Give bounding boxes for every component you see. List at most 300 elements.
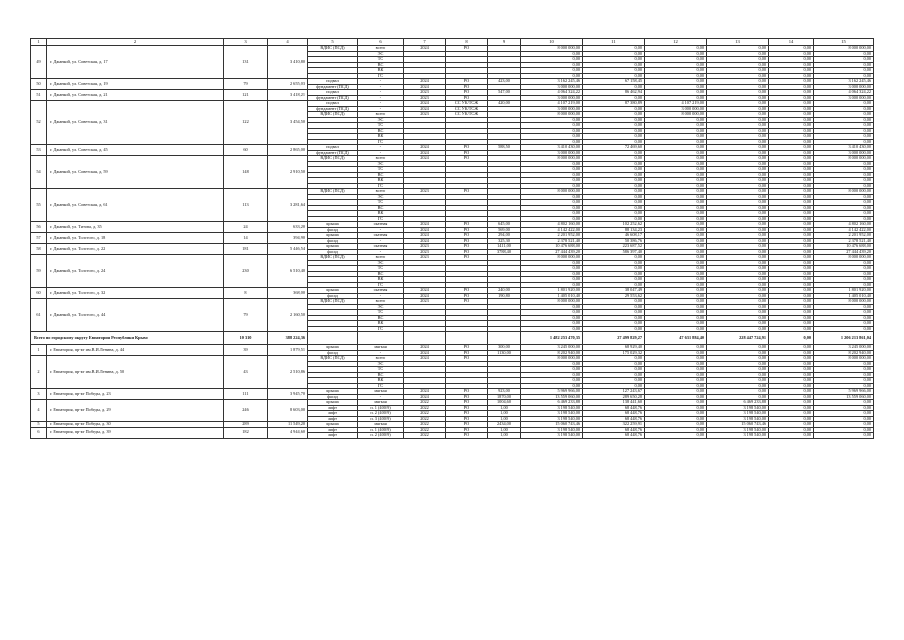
- residents-count: 230: [224, 255, 268, 288]
- table-cell: 8 000 000,00: [521, 156, 583, 162]
- capital-repair-table: [30, 38, 874, 439]
- table-cell: 0,00: [814, 422, 874, 428]
- column-number-header: 11: [583, 39, 645, 46]
- house-area: 3 418,21: [268, 90, 308, 101]
- table-cell: -: [358, 150, 404, 156]
- table-cell: 1411,00: [488, 244, 521, 250]
- table-cell: 588,50: [488, 145, 521, 151]
- table-cell: 0,00: [814, 310, 874, 316]
- table-cell: 8 000 000,00: [521, 112, 583, 118]
- table-cell: мягкая: [358, 422, 404, 428]
- table-cell: 68 929,40: [583, 345, 645, 351]
- row-number: 5: [31, 422, 47, 428]
- table-cell: 0,00: [583, 378, 645, 384]
- table-cell: 0,00: [769, 378, 814, 384]
- table-cell: 0,00: [769, 123, 814, 129]
- table-cell: 0,00: [707, 238, 769, 244]
- table-cell: -: [358, 90, 404, 96]
- table-cell: 0,00: [521, 304, 583, 310]
- table-cell: 2023: [404, 189, 446, 195]
- table-cell: 0,00: [769, 106, 814, 112]
- row-number: 50: [31, 79, 47, 90]
- table-cell: 0,00: [645, 282, 707, 288]
- table-cell: 0,00: [769, 238, 814, 244]
- table-cell: 2023: [404, 112, 446, 118]
- table-cell: 0,00: [707, 106, 769, 112]
- house-address: г. Джанкой, ул. Советская, д. 45: [47, 145, 224, 156]
- table-cell: 0,00: [814, 123, 874, 129]
- table-cell: 0,00: [769, 345, 814, 351]
- column-number-header: 6: [358, 39, 404, 46]
- table-cell: крыша: [308, 233, 358, 239]
- table-cell: 0,00: [645, 310, 707, 316]
- table-cell: ТС: [358, 367, 404, 373]
- row-number: 51: [31, 90, 47, 101]
- total-fund-other: 0,00: [769, 332, 814, 345]
- table-cell: РО: [446, 389, 488, 395]
- table-cell: 0,00: [707, 145, 769, 151]
- table-cell: 0,00: [769, 189, 814, 195]
- table-cell: 0,00: [645, 411, 707, 417]
- table-cell: 0,00: [814, 106, 874, 112]
- table-cell: 0,00: [707, 216, 769, 222]
- table-cell: 0,00: [707, 117, 769, 123]
- table-cell: 0,00: [769, 427, 814, 433]
- table-cell: 0,00: [814, 134, 874, 140]
- table-cell: 0,00: [645, 68, 707, 74]
- table-cell: 0,00: [769, 405, 814, 411]
- table-cell: 0,00: [645, 57, 707, 63]
- table-cell: 0,00: [769, 145, 814, 151]
- table-cell: крыша: [308, 288, 358, 294]
- table-cell: 0,00: [707, 345, 769, 351]
- table-cell: 2024: [404, 106, 446, 112]
- table-cell: 0,00: [769, 57, 814, 63]
- table-cell: 0,00: [645, 238, 707, 244]
- table-cell: 0,00: [769, 394, 814, 400]
- table-cell: 3 198 540,00: [521, 433, 583, 439]
- table-cell: 6 469 233,88: [707, 400, 769, 406]
- table-cell: 0,00: [645, 304, 707, 310]
- table-cell: 8 000 000,00: [814, 156, 874, 162]
- house-address: г. Евпатория, пр-кт Победы, д. 39: [47, 427, 224, 438]
- row-number: 2: [31, 356, 47, 389]
- table-cell: 0,00: [707, 271, 769, 277]
- table-cell: 0,00: [521, 361, 583, 367]
- table-cell: 3 198 540,00: [521, 405, 583, 411]
- table-cell: 46 608,17: [583, 233, 645, 239]
- table-cell: 2024: [404, 84, 446, 90]
- table-cell: 1 405 010,40: [814, 293, 874, 299]
- table-cell: всего: [358, 46, 404, 52]
- table-cell: 8 000 000,00: [814, 356, 874, 362]
- table-cell: 0,00: [583, 200, 645, 206]
- table-cell: ВК: [358, 321, 404, 327]
- table-cell: 0,00: [769, 117, 814, 123]
- table-cell: 0,00: [769, 161, 814, 167]
- table-cell: 5 969 966,00: [521, 389, 583, 395]
- table-cell: 0,00: [814, 128, 874, 134]
- table-cell: 3 198 540,00: [707, 411, 769, 417]
- table-cell: 2024: [404, 46, 446, 52]
- table-cell: 0,00: [583, 57, 645, 63]
- table-cell: 3 198 540,00: [707, 405, 769, 411]
- table-cell: 0,00: [769, 293, 814, 299]
- table-cell: 0,00: [583, 266, 645, 272]
- table-cell: 0,00: [645, 416, 707, 422]
- table-cell: 0,00: [707, 161, 769, 167]
- residents-count: 39: [224, 345, 268, 356]
- residents-count: 131: [224, 46, 268, 79]
- house-address: г. Евпатория, пр-кт Победы, д. 29: [47, 400, 224, 422]
- table-cell: 0,00: [583, 106, 645, 112]
- table-cell: фасад: [308, 394, 358, 400]
- table-cell: 3 410 430,00: [521, 145, 583, 151]
- table-cell: ВС: [358, 315, 404, 321]
- table-cell: 0,00: [769, 400, 814, 406]
- table-cell: 0,00: [769, 194, 814, 200]
- table-cell: 0,00: [645, 255, 707, 261]
- table-cell: 0,00: [521, 266, 583, 272]
- table-body: [31, 39, 874, 439]
- table-cell: 0,00: [521, 117, 583, 123]
- table-cell: -: [358, 145, 404, 151]
- table-cell: 3 198 540,00: [521, 411, 583, 417]
- table-cell: 0,00: [583, 211, 645, 217]
- table-cell: 0,00: [814, 321, 874, 327]
- house-area: 394,90: [268, 233, 308, 244]
- table-cell: 8 000 000,00: [521, 299, 583, 305]
- table-cell: -: [358, 227, 404, 233]
- empty-cell: [358, 332, 404, 345]
- house-area: 3 945,70: [268, 389, 308, 400]
- table-cell: РО: [446, 350, 488, 356]
- residents-count: 121: [224, 90, 268, 101]
- table-cell: 0,00: [707, 123, 769, 129]
- table-cell: 0,00: [769, 321, 814, 327]
- table-cell: 2024: [404, 79, 446, 85]
- table-cell: 0,00: [583, 156, 645, 162]
- table-cell: 68 448,76: [583, 427, 645, 433]
- table-cell: крыша: [308, 345, 358, 351]
- table-cell: 8 000 000,00: [645, 112, 707, 118]
- table-cell: 68 448,76: [583, 416, 645, 422]
- table-cell: РО: [446, 145, 488, 151]
- table-cell: 0,00: [769, 79, 814, 85]
- table-cell: подвал: [308, 79, 358, 85]
- table-cell: 0,00: [645, 288, 707, 294]
- table-cell: 2024: [404, 145, 446, 151]
- house-area: 1 879,51: [268, 345, 308, 356]
- table-cell: 0,00: [769, 183, 814, 189]
- row-number: 54: [31, 156, 47, 189]
- table-cell: 0,00: [707, 304, 769, 310]
- table-cell: 1 801 920,00: [521, 288, 583, 294]
- table-cell: 0,00: [707, 101, 769, 107]
- table-cell: 50 386,76: [583, 238, 645, 244]
- table-cell: ТС: [358, 200, 404, 206]
- table-cell: 2022: [404, 416, 446, 422]
- table-cell: 2024: [404, 394, 446, 400]
- table-cell: 68 448,76: [583, 405, 645, 411]
- table-cell: фундамент (ПСД): [308, 95, 358, 101]
- table-cell: 0,00: [645, 84, 707, 90]
- table-cell: 0,00: [707, 150, 769, 156]
- table-cell: 0,00: [645, 321, 707, 327]
- table-cell: 8 000 000,00: [814, 46, 874, 52]
- column-number-header: 1: [31, 39, 47, 46]
- table-cell: 0,00: [645, 189, 707, 195]
- table-cell: ВС: [358, 172, 404, 178]
- table-cell: 0,00: [645, 134, 707, 140]
- table-cell: 88 134,23: [583, 227, 645, 233]
- table-cell: 175 029,32: [583, 350, 645, 356]
- table-cell: 0,00: [583, 172, 645, 178]
- table-cell: СС УК/ТСЖ: [446, 112, 488, 118]
- table-cell: 0,00: [814, 167, 874, 173]
- table-cell: 0,00: [769, 389, 814, 395]
- table-cell: 1,00: [488, 427, 521, 433]
- table-cell: 0,00: [814, 405, 874, 411]
- table-cell: 0,00: [814, 416, 874, 422]
- table-cell: 0,00: [521, 211, 583, 217]
- table-cell: 0,00: [645, 266, 707, 272]
- residents-count: 8: [224, 288, 268, 299]
- residents-count: 148: [224, 156, 268, 189]
- total-residents: 10 310: [224, 332, 268, 345]
- table-cell: 15 060 743,46: [521, 422, 583, 428]
- table-cell: 420,00: [488, 101, 521, 107]
- table-cell: 27 444 439,20: [814, 249, 874, 255]
- table-cell: 0,00: [707, 233, 769, 239]
- table-cell: 0,00: [707, 51, 769, 57]
- table-cell: 4 802 160,00: [814, 222, 874, 228]
- table-cell: ТС: [358, 167, 404, 173]
- table-cell: 0,00: [645, 62, 707, 68]
- table-cell: 190,80: [488, 293, 521, 299]
- house-address: г. Джанкой, ул. Советская, д. 59: [47, 156, 224, 189]
- table-cell: 0,00: [645, 216, 707, 222]
- table-cell: 289 650,28: [583, 394, 645, 400]
- table-cell: 0,00: [707, 249, 769, 255]
- table-cell: ВС: [358, 62, 404, 68]
- table-cell: ВК: [358, 211, 404, 217]
- table-cell: 0,00: [645, 123, 707, 129]
- table-cell: 0,00: [769, 367, 814, 373]
- table-cell: крыша: [308, 222, 358, 228]
- table-cell: 0,00: [645, 389, 707, 395]
- table-cell: фасад: [308, 350, 358, 356]
- table-cell: 0,00: [521, 183, 583, 189]
- row-number: 52: [31, 101, 47, 145]
- table-cell: 645,00: [488, 222, 521, 228]
- table-cell: 0,00: [521, 315, 583, 321]
- table-cell: 2 201 952,00: [814, 233, 874, 239]
- table-cell: 0,00: [645, 422, 707, 428]
- table-cell: 0,00: [769, 139, 814, 145]
- table-cell: всего: [358, 189, 404, 195]
- table-cell: 2024: [404, 101, 446, 107]
- table-cell: 0,00: [769, 172, 814, 178]
- table-cell: 0,00: [707, 178, 769, 184]
- table-cell: РО: [446, 394, 488, 400]
- house-area: 8 603,00: [268, 400, 308, 422]
- table-cell: РО: [446, 400, 488, 406]
- table-cell: 223 687,52: [583, 244, 645, 250]
- table-cell: ВК: [358, 378, 404, 384]
- table-cell: 0,00: [707, 372, 769, 378]
- table-cell: 10 476 688,00: [814, 244, 874, 250]
- table-cell: 0,00: [645, 350, 707, 356]
- table-cell: лифт: [308, 405, 358, 411]
- table-cell: 0,00: [707, 299, 769, 305]
- table-cell: 0,00: [583, 161, 645, 167]
- total-row: [31, 332, 874, 345]
- house-address: г. Джанкой, ул. Титова, д. 35: [47, 222, 224, 233]
- empty-cell: [446, 332, 488, 345]
- table-cell: 0,00: [583, 321, 645, 327]
- table-cell: 0,00: [769, 227, 814, 233]
- table-cell: 0,00: [814, 205, 874, 211]
- column-number-header: 4: [268, 39, 308, 46]
- table-cell: 0,00: [769, 271, 814, 277]
- table-cell: 0,00: [583, 189, 645, 195]
- table-cell: 0,00: [583, 282, 645, 288]
- house-address: г. Джанкой, ул. Толстого, д. 22: [47, 244, 224, 255]
- table-cell: 0,00: [707, 139, 769, 145]
- table-cell: 0,00: [645, 211, 707, 217]
- residents-count: 79: [224, 299, 268, 332]
- house-address: г. Джанкой, ул. Толстого, д. 32: [47, 288, 224, 299]
- table-cell: 0,00: [707, 277, 769, 283]
- table-cell: 0,00: [707, 383, 769, 389]
- table-cell: ТС: [358, 266, 404, 272]
- table-cell: ВДИС (ПСД): [308, 112, 358, 118]
- table-cell: 0,00: [645, 51, 707, 57]
- table-cell: ГС: [358, 282, 404, 288]
- table-cell: 0,00: [814, 361, 874, 367]
- table-cell: 0,00: [583, 194, 645, 200]
- table-cell: 0,00: [707, 389, 769, 395]
- table-cell: 0,00: [707, 394, 769, 400]
- table-cell: 3 000 000,00: [814, 95, 874, 101]
- table-cell: 0,00: [583, 123, 645, 129]
- table-cell: ВДИС (ПСД): [308, 356, 358, 362]
- table-cell: 0,00: [769, 383, 814, 389]
- total-unit-cost: 27 499 829,27: [583, 332, 645, 345]
- table-cell: РО: [446, 90, 488, 96]
- table-cell: 0,00: [707, 227, 769, 233]
- table-cell: 0,00: [583, 255, 645, 261]
- table-cell: 13 559 060,00: [814, 394, 874, 400]
- table-cell: 3 000 000,00: [521, 84, 583, 90]
- table-cell: фасад: [308, 238, 358, 244]
- table-cell: 0,00: [645, 427, 707, 433]
- table-cell: 0,00: [769, 211, 814, 217]
- table-cell: 0,00: [645, 79, 707, 85]
- table-cell: лифт: [308, 416, 358, 422]
- table-cell: 0,00: [645, 356, 707, 362]
- table-cell: 0,00: [707, 378, 769, 384]
- table-cell: 3 162 245,46: [814, 79, 874, 85]
- table-cell: 27 444 439,20: [521, 249, 583, 255]
- table-cell: 3 000 000,00: [521, 95, 583, 101]
- table-cell: 0,00: [769, 315, 814, 321]
- table-cell: ЭС: [358, 260, 404, 266]
- table-cell: мягкая: [358, 389, 404, 395]
- table-cell: 1,00: [488, 405, 521, 411]
- table-cell: РО: [446, 227, 488, 233]
- table-cell: 0,00: [583, 117, 645, 123]
- house-area: 2 160,50: [268, 299, 308, 332]
- table-cell: 0,00: [645, 139, 707, 145]
- row-number: 53: [31, 145, 47, 156]
- table-cell: РО: [446, 356, 488, 362]
- table-cell: 0,00: [769, 84, 814, 90]
- table-cell: 0,00: [645, 400, 707, 406]
- table-cell: ВК: [358, 178, 404, 184]
- table-cell: 0,00: [707, 288, 769, 294]
- table-cell: 5 969 966,00: [814, 389, 874, 395]
- table-cell: 0,00: [707, 310, 769, 316]
- table-cell: 0,00: [814, 260, 874, 266]
- table-cell: всего: [358, 255, 404, 261]
- table-cell: 0,00: [814, 117, 874, 123]
- table-cell: 6 469 233,88: [521, 400, 583, 406]
- table-cell: 0,00: [645, 405, 707, 411]
- table-cell: 0,00: [645, 117, 707, 123]
- table-cell: 0,00: [521, 161, 583, 167]
- table-cell: 0,00: [707, 90, 769, 96]
- table-cell: 0,00: [707, 46, 769, 52]
- table-cell: 0,00: [583, 178, 645, 184]
- table-cell: 0,00: [707, 112, 769, 118]
- table-cell: ВК: [358, 277, 404, 283]
- table-cell: 0,00: [769, 178, 814, 184]
- table-cell: 0,00: [521, 194, 583, 200]
- table-cell: ВС: [358, 372, 404, 378]
- table-cell: п. 1 (400/9): [358, 405, 404, 411]
- table-cell: мягкая: [358, 345, 404, 351]
- table-cell: всего: [358, 356, 404, 362]
- table-cell: 0,00: [769, 134, 814, 140]
- table-cell: 0,00: [645, 156, 707, 162]
- table-cell: 0,00: [814, 383, 874, 389]
- table-cell: 1 405 010,40: [521, 293, 583, 299]
- table-cell: 0,00: [645, 222, 707, 228]
- table-cell: 38 047,49: [583, 288, 645, 294]
- table-cell: 0,00: [707, 156, 769, 162]
- table-cell: 0,00: [645, 315, 707, 321]
- table-cell: 0,00: [769, 90, 814, 96]
- table-cell: ГС: [358, 216, 404, 222]
- table-cell: 0,00: [645, 271, 707, 277]
- table-cell: 0,00: [769, 68, 814, 74]
- table-cell: 4 142 422,00: [521, 227, 583, 233]
- table-cell: 0,00: [707, 211, 769, 217]
- table-cell: 3 000 000,00: [645, 106, 707, 112]
- table-cell: 0,00: [707, 350, 769, 356]
- table-cell: 0,00: [521, 282, 583, 288]
- empty-cell: [404, 332, 446, 345]
- house-area: 3 281,64: [268, 189, 308, 222]
- table-cell: 0,00: [583, 139, 645, 145]
- table-cell: 4 802 160,00: [521, 222, 583, 228]
- column-number-header: 7: [404, 39, 446, 46]
- table-cell: РО: [446, 299, 488, 305]
- table-cell: 0,00: [814, 266, 874, 272]
- table-cell: 0,00: [707, 356, 769, 362]
